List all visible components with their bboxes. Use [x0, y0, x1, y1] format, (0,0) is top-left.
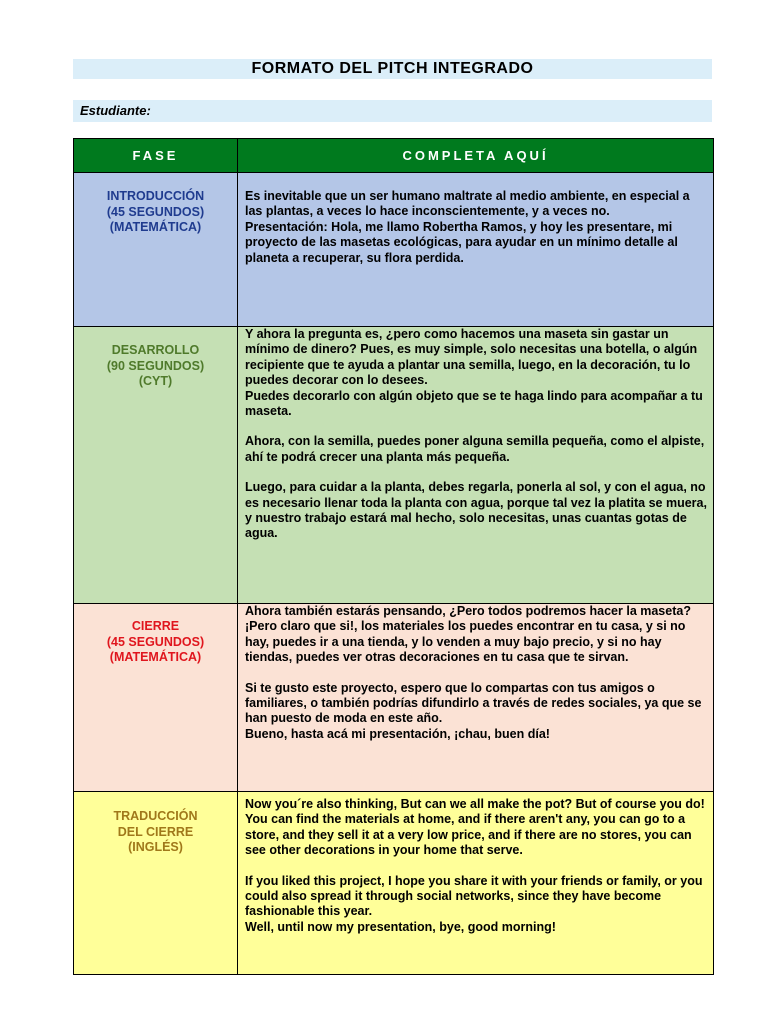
table-row-traduccion	[74, 792, 714, 975]
content-paragraph: Si te gusto este proyecto, espero que lo compartas con tus amigos o familiares, o también podrías difundirlo a través de redes sociales, ya que se han puesto de moda en este año. Bueno, hasta acá mi presentación, ¡chau, buen día!	[245, 680, 702, 741]
phase-cell	[74, 327, 238, 604]
pitch-table	[73, 138, 714, 975]
header-phase: FASE	[74, 139, 238, 173]
student-field	[73, 100, 712, 122]
content-paragraph: Y ahora la pregunta es, ¿pero como hacemos una maseta sin gastar un mínimo de dinero? Pues, es muy simple, solo necesitas una botella, o algún recipiente que te ayuda a plantar una semilla, luego, en la decoración, tu lo puedes decorar con lo desees. Puedes decorarlo con algún objeto que se te haga lindo para acompañar a tu maseta.	[245, 327, 703, 419]
phase-label: TRADUCCIÓN DEL CIERRE (INGLÉS)	[113, 809, 198, 854]
phase-label: INTRODUCCIÓN (45 SEGUNDOS) (MATEMÁTICA)	[106, 189, 205, 234]
content-paragraph: If you liked this project, I hope you share it with your friends or family, or you could also spread it through social networks, since they have become fashionable this year. Well, until now my presentation, bye, good morning!	[245, 873, 703, 934]
content-paragraph: Ahora, con la semilla, puedes poner alguna semilla pequeña, como el alpiste, ahí te podrá crecer una planta más pequeña.	[245, 434, 705, 464]
table-header-row	[74, 139, 714, 173]
table-row-introduccion	[74, 173, 714, 327]
phase-label: CIERRE (45 SEGUNDOS) (MATEMÁTICA)	[106, 619, 205, 664]
content-paragraph: Luego, para cuidar a la planta, debes regarla, ponerla al sol, y con el agua, no es necesario llenar toda la planta con agua, porque tal vez la platita se muera, y nuestro trabajo estará mal hecho, solo necesitas, unas cuantas gotas de agua.	[245, 480, 707, 541]
content-paragraph: Now you´re also thinking, But can we all make the pot? But of course you do! You can find the materials at home, and if there aren't any, you can go to a store, and they sell it at a very low price, and if there are no stores, you can see other decorations in your home that serve.	[245, 797, 705, 858]
phase-label: DESARROLLO (90 SEGUNDOS) (CYT)	[106, 343, 205, 388]
content-paragraph: Es inevitable que un ser humano maltrate al medio ambiente, en especial a las plantas, a veces lo hace inconscientemente, y a veces no. Presentación: Hola, me llamo Robertha Ramos, y hoy les presentare, mi proyecto de las masetas ecológicas, para ayudar en un mínimo detalle al planeta a recuperar, su flora perdida.	[245, 189, 690, 265]
table-row-desarrollo	[74, 327, 714, 604]
phase-cell	[74, 173, 238, 327]
header-content: COMPLETA AQUÍ	[238, 139, 714, 173]
document-title: FORMATO DEL PITCH INTEGRADO	[73, 59, 712, 79]
phase-cell	[74, 604, 238, 792]
table-row-cierre	[74, 604, 714, 792]
content-cell	[238, 792, 714, 975]
content-cell	[238, 604, 714, 792]
phase-cell	[74, 792, 238, 975]
content-cell	[238, 173, 714, 327]
student-label: Estudiante:	[80, 103, 151, 118]
content-paragraph: Ahora también estarás pensando, ¿Pero todos podremos hacer la maseta? ¡Pero claro que si!, los materiales los puedes encontrar en tu casa, y si no hay, puedes ir a una tienda, y lo venden a muy bajo precio, y si no hay tiendas, puedes ver otras decoraciones en tu casa que te sirvan.	[245, 604, 691, 665]
content-cell	[238, 327, 714, 604]
